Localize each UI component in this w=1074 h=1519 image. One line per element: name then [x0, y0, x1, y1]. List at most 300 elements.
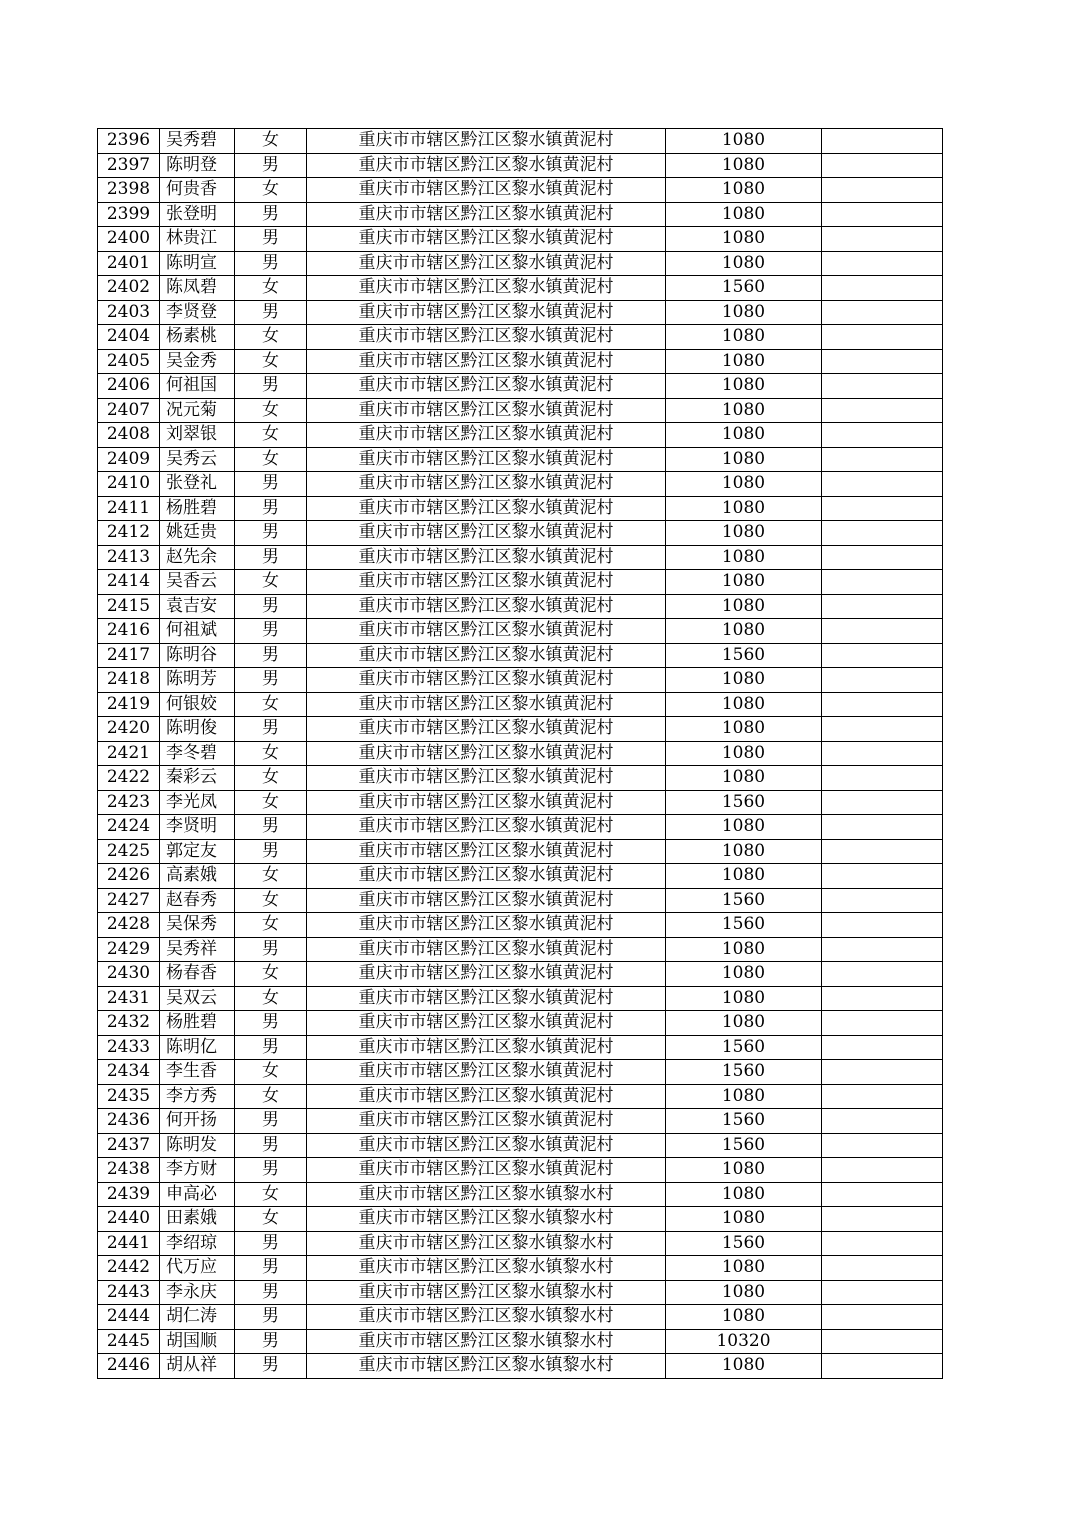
cell-gender: 女 — [235, 1084, 307, 1109]
cell-name: 李生香 — [160, 1060, 235, 1085]
cell-note — [822, 1305, 943, 1330]
cell-amount: 1080 — [666, 1158, 822, 1183]
cell-number: 2433 — [98, 1035, 160, 1060]
cell-address: 重庆市市辖区黔江区黎水镇黄泥村 — [307, 276, 666, 301]
cell-number: 2399 — [98, 202, 160, 227]
cell-name: 杨胜碧 — [160, 1011, 235, 1036]
cell-amount: 1080 — [666, 472, 822, 497]
cell-gender: 男 — [235, 300, 307, 325]
cell-note — [822, 423, 943, 448]
cell-name: 李贤明 — [160, 815, 235, 840]
table-row — [98, 227, 943, 252]
cell-note — [822, 766, 943, 791]
cell-name: 陈明俊 — [160, 717, 235, 742]
table-row — [98, 545, 943, 570]
cell-note — [822, 1329, 943, 1354]
cell-number: 2415 — [98, 594, 160, 619]
cell-number: 2430 — [98, 962, 160, 987]
table-row — [98, 398, 943, 423]
table-row — [98, 913, 943, 938]
cell-number: 2401 — [98, 251, 160, 276]
cell-name: 胡从祥 — [160, 1354, 235, 1379]
cell-amount: 1080 — [666, 349, 822, 374]
cell-name: 陈明亿 — [160, 1035, 235, 1060]
table-row — [98, 153, 943, 178]
cell-note — [822, 668, 943, 693]
cell-number: 2406 — [98, 374, 160, 399]
cell-name: 吴香云 — [160, 570, 235, 595]
cell-address: 重庆市市辖区黔江区黎水镇黄泥村 — [307, 888, 666, 913]
cell-gender: 男 — [235, 668, 307, 693]
cell-gender: 女 — [235, 888, 307, 913]
cell-amount: 1080 — [666, 962, 822, 987]
cell-amount: 1080 — [666, 129, 822, 154]
cell-address: 重庆市市辖区黔江区黎水镇黄泥村 — [307, 423, 666, 448]
cell-amount: 1080 — [666, 251, 822, 276]
cell-name: 胡国顺 — [160, 1329, 235, 1354]
cell-gender: 女 — [235, 423, 307, 448]
cell-number: 2403 — [98, 300, 160, 325]
cell-name: 吴保秀 — [160, 913, 235, 938]
cell-number: 2416 — [98, 619, 160, 644]
cell-note — [822, 864, 943, 889]
cell-amount: 1080 — [666, 521, 822, 546]
table-row — [98, 349, 943, 374]
cell-note — [822, 178, 943, 203]
cell-note — [822, 521, 943, 546]
table-row — [98, 864, 943, 889]
cell-name: 代万应 — [160, 1256, 235, 1281]
cell-address: 重庆市市辖区黔江区黎水镇黄泥村 — [307, 668, 666, 693]
cell-gender: 男 — [235, 1158, 307, 1183]
table-row — [98, 521, 943, 546]
table-row — [98, 815, 943, 840]
cell-gender: 男 — [235, 472, 307, 497]
cell-number: 2409 — [98, 447, 160, 472]
cell-gender: 女 — [235, 741, 307, 766]
cell-number: 2443 — [98, 1280, 160, 1305]
cell-number: 2412 — [98, 521, 160, 546]
cell-amount: 1080 — [666, 668, 822, 693]
cell-name: 陈明发 — [160, 1133, 235, 1158]
cell-address: 重庆市市辖区黔江区黎水镇黄泥村 — [307, 692, 666, 717]
cell-name: 刘翠银 — [160, 423, 235, 448]
cell-name: 田素娥 — [160, 1207, 235, 1232]
cell-gender: 女 — [235, 129, 307, 154]
table-row — [98, 619, 943, 644]
table-row — [98, 986, 943, 1011]
cell-note — [822, 692, 943, 717]
cell-note — [822, 962, 943, 987]
cell-note — [822, 1182, 943, 1207]
cell-gender: 男 — [235, 1354, 307, 1379]
table-row — [98, 1329, 943, 1354]
cell-gender: 男 — [235, 1280, 307, 1305]
cell-number: 2420 — [98, 717, 160, 742]
table-row — [98, 839, 943, 864]
cell-number: 2411 — [98, 496, 160, 521]
cell-note — [822, 570, 943, 595]
cell-note — [822, 300, 943, 325]
cell-name: 吴金秀 — [160, 349, 235, 374]
cell-gender: 男 — [235, 1035, 307, 1060]
cell-note — [822, 472, 943, 497]
cell-number: 2423 — [98, 790, 160, 815]
cell-note — [822, 815, 943, 840]
cell-address: 重庆市市辖区黔江区黎水镇黎水村 — [307, 1231, 666, 1256]
cell-gender: 男 — [235, 521, 307, 546]
table-row — [98, 790, 943, 815]
cell-gender: 男 — [235, 1011, 307, 1036]
cell-note — [822, 1207, 943, 1232]
cell-number: 2427 — [98, 888, 160, 913]
table-row — [98, 1035, 943, 1060]
cell-address: 重庆市市辖区黔江区黎水镇黄泥村 — [307, 839, 666, 864]
cell-amount: 1080 — [666, 594, 822, 619]
cell-note — [822, 1011, 943, 1036]
cell-number: 2440 — [98, 1207, 160, 1232]
cell-note — [822, 1256, 943, 1281]
cell-amount: 1080 — [666, 570, 822, 595]
cell-number: 2417 — [98, 643, 160, 668]
cell-gender: 女 — [235, 1207, 307, 1232]
cell-address: 重庆市市辖区黔江区黎水镇黎水村 — [307, 1280, 666, 1305]
cell-note — [822, 129, 943, 154]
cell-address: 重庆市市辖区黔江区黎水镇黄泥村 — [307, 741, 666, 766]
cell-note — [822, 1133, 943, 1158]
cell-name: 姚廷贵 — [160, 521, 235, 546]
cell-amount: 1080 — [666, 619, 822, 644]
cell-note — [822, 1231, 943, 1256]
cell-gender: 男 — [235, 202, 307, 227]
cell-note — [822, 619, 943, 644]
cell-name: 陈明宣 — [160, 251, 235, 276]
table-row — [98, 1133, 943, 1158]
cell-note — [822, 251, 943, 276]
table-row — [98, 741, 943, 766]
cell-note — [822, 496, 943, 521]
cell-name: 秦彩云 — [160, 766, 235, 791]
cell-number: 2408 — [98, 423, 160, 448]
cell-amount: 1080 — [666, 1011, 822, 1036]
cell-name: 胡仁涛 — [160, 1305, 235, 1330]
table-row — [98, 570, 943, 595]
cell-name: 杨胜碧 — [160, 496, 235, 521]
cell-number: 2405 — [98, 349, 160, 374]
cell-address: 重庆市市辖区黔江区黎水镇黎水村 — [307, 1329, 666, 1354]
cell-name: 袁吉安 — [160, 594, 235, 619]
table-row — [98, 472, 943, 497]
table-row — [98, 962, 943, 987]
table-row — [98, 643, 943, 668]
cell-gender: 男 — [235, 717, 307, 742]
cell-amount: 1080 — [666, 1305, 822, 1330]
cell-address: 重庆市市辖区黔江区黎水镇黄泥村 — [307, 594, 666, 619]
cell-amount: 1080 — [666, 1084, 822, 1109]
cell-gender: 女 — [235, 398, 307, 423]
cell-name: 郭定友 — [160, 839, 235, 864]
cell-address: 重庆市市辖区黔江区黎水镇黄泥村 — [307, 1035, 666, 1060]
cell-amount: 1560 — [666, 643, 822, 668]
cell-amount: 1080 — [666, 398, 822, 423]
cell-name: 杨素桃 — [160, 325, 235, 350]
cell-gender: 女 — [235, 766, 307, 791]
cell-address: 重庆市市辖区黔江区黎水镇黄泥村 — [307, 1133, 666, 1158]
table-row — [98, 1182, 943, 1207]
cell-address: 重庆市市辖区黔江区黎水镇黄泥村 — [307, 643, 666, 668]
table-row — [98, 1109, 943, 1134]
cell-gender: 女 — [235, 325, 307, 350]
table-body — [98, 129, 943, 1379]
cell-address: 重庆市市辖区黔江区黎水镇黎水村 — [307, 1305, 666, 1330]
cell-name: 陈明芳 — [160, 668, 235, 693]
cell-address: 重庆市市辖区黔江区黎水镇黄泥村 — [307, 937, 666, 962]
cell-note — [822, 1084, 943, 1109]
cell-amount: 1080 — [666, 153, 822, 178]
cell-note — [822, 839, 943, 864]
table-row — [98, 1256, 943, 1281]
cell-address: 重庆市市辖区黔江区黎水镇黄泥村 — [307, 153, 666, 178]
cell-name: 陈明谷 — [160, 643, 235, 668]
cell-number: 2410 — [98, 472, 160, 497]
cell-gender: 男 — [235, 1329, 307, 1354]
cell-address: 重庆市市辖区黔江区黎水镇黄泥村 — [307, 472, 666, 497]
cell-note — [822, 1035, 943, 1060]
cell-address: 重庆市市辖区黔江区黎水镇黄泥村 — [307, 178, 666, 203]
cell-gender: 男 — [235, 1231, 307, 1256]
cell-number: 2402 — [98, 276, 160, 301]
table-row — [98, 1305, 943, 1330]
cell-name: 李方秀 — [160, 1084, 235, 1109]
cell-address: 重庆市市辖区黔江区黎水镇黄泥村 — [307, 962, 666, 987]
cell-gender: 女 — [235, 570, 307, 595]
cell-note — [822, 790, 943, 815]
cell-number: 2439 — [98, 1182, 160, 1207]
table-row — [98, 423, 943, 448]
cell-amount: 1560 — [666, 1109, 822, 1134]
cell-note — [822, 1109, 943, 1134]
cell-amount: 1080 — [666, 839, 822, 864]
cell-gender: 男 — [235, 1109, 307, 1134]
cell-address: 重庆市市辖区黔江区黎水镇黄泥村 — [307, 227, 666, 252]
table-row — [98, 496, 943, 521]
cell-number: 2428 — [98, 913, 160, 938]
cell-address: 重庆市市辖区黔江区黎水镇黄泥村 — [307, 1158, 666, 1183]
table-row — [98, 178, 943, 203]
cell-note — [822, 349, 943, 374]
cell-note — [822, 986, 943, 1011]
table-row — [98, 766, 943, 791]
cell-amount: 1080 — [666, 692, 822, 717]
cell-amount: 1080 — [666, 374, 822, 399]
cell-number: 2421 — [98, 741, 160, 766]
cell-note — [822, 374, 943, 399]
cell-amount: 1080 — [666, 1280, 822, 1305]
cell-note — [822, 276, 943, 301]
cell-gender: 男 — [235, 153, 307, 178]
cell-address: 重庆市市辖区黔江区黎水镇黄泥村 — [307, 864, 666, 889]
data-table — [97, 128, 943, 1379]
cell-number: 2442 — [98, 1256, 160, 1281]
cell-address: 重庆市市辖区黔江区黎水镇黎水村 — [307, 1207, 666, 1232]
cell-number: 2398 — [98, 178, 160, 203]
cell-address: 重庆市市辖区黔江区黎水镇黄泥村 — [307, 202, 666, 227]
cell-name: 林贵江 — [160, 227, 235, 252]
cell-gender: 女 — [235, 913, 307, 938]
cell-address: 重庆市市辖区黔江区黎水镇黄泥村 — [307, 521, 666, 546]
cell-amount: 1080 — [666, 1182, 822, 1207]
cell-note — [822, 325, 943, 350]
table-row — [98, 300, 943, 325]
table-row — [98, 129, 943, 154]
cell-note — [822, 594, 943, 619]
table-row — [98, 1060, 943, 1085]
table-row — [98, 276, 943, 301]
cell-number: 2407 — [98, 398, 160, 423]
cell-number: 2424 — [98, 815, 160, 840]
cell-note — [822, 1280, 943, 1305]
cell-name: 何祖国 — [160, 374, 235, 399]
table-row — [98, 1084, 943, 1109]
cell-name: 何贵香 — [160, 178, 235, 203]
cell-gender: 男 — [235, 1256, 307, 1281]
cell-address: 重庆市市辖区黔江区黎水镇黄泥村 — [307, 374, 666, 399]
cell-number: 2437 — [98, 1133, 160, 1158]
cell-address: 重庆市市辖区黔江区黎水镇黄泥村 — [307, 349, 666, 374]
cell-number: 2419 — [98, 692, 160, 717]
cell-name: 陈明登 — [160, 153, 235, 178]
cell-name: 张登明 — [160, 202, 235, 227]
table-row — [98, 1158, 943, 1183]
cell-address: 重庆市市辖区黔江区黎水镇黄泥村 — [307, 496, 666, 521]
cell-amount: 1080 — [666, 741, 822, 766]
cell-number: 2445 — [98, 1329, 160, 1354]
cell-gender: 男 — [235, 227, 307, 252]
cell-gender: 男 — [235, 643, 307, 668]
table-row — [98, 692, 943, 717]
cell-note — [822, 888, 943, 913]
cell-number: 2418 — [98, 668, 160, 693]
table-row — [98, 668, 943, 693]
cell-name: 吴秀云 — [160, 447, 235, 472]
cell-amount: 1080 — [666, 202, 822, 227]
cell-number: 2429 — [98, 937, 160, 962]
cell-address: 重庆市市辖区黔江区黎水镇黄泥村 — [307, 717, 666, 742]
cell-amount: 1080 — [666, 1256, 822, 1281]
cell-number: 2397 — [98, 153, 160, 178]
table-row — [98, 1207, 943, 1232]
cell-note — [822, 1158, 943, 1183]
cell-name: 吴秀祥 — [160, 937, 235, 962]
cell-address: 重庆市市辖区黔江区黎水镇黎水村 — [307, 1354, 666, 1379]
cell-name: 何开扬 — [160, 1109, 235, 1134]
cell-address: 重庆市市辖区黔江区黎水镇黄泥村 — [307, 1011, 666, 1036]
table-row — [98, 202, 943, 227]
cell-address: 重庆市市辖区黔江区黎水镇黄泥村 — [307, 129, 666, 154]
table-row — [98, 1354, 943, 1379]
cell-note — [822, 643, 943, 668]
cell-name: 李方财 — [160, 1158, 235, 1183]
cell-name: 况元菊 — [160, 398, 235, 423]
cell-note — [822, 202, 943, 227]
cell-name: 李贤登 — [160, 300, 235, 325]
cell-note — [822, 398, 943, 423]
cell-amount: 1080 — [666, 937, 822, 962]
cell-gender: 女 — [235, 447, 307, 472]
table-row — [98, 1231, 943, 1256]
cell-note — [822, 1354, 943, 1379]
cell-amount: 1560 — [666, 913, 822, 938]
cell-amount: 1560 — [666, 790, 822, 815]
cell-gender: 女 — [235, 276, 307, 301]
table-row — [98, 447, 943, 472]
cell-note — [822, 913, 943, 938]
cell-amount: 1080 — [666, 986, 822, 1011]
cell-note — [822, 937, 943, 962]
cell-note — [822, 741, 943, 766]
cell-number: 2396 — [98, 129, 160, 154]
cell-address: 重庆市市辖区黔江区黎水镇黄泥村 — [307, 790, 666, 815]
table-row — [98, 1011, 943, 1036]
cell-amount: 1560 — [666, 888, 822, 913]
cell-address: 重庆市市辖区黔江区黎水镇黄泥村 — [307, 1060, 666, 1085]
cell-name: 李冬碧 — [160, 741, 235, 766]
cell-amount: 1080 — [666, 423, 822, 448]
cell-amount: 1080 — [666, 447, 822, 472]
cell-amount: 1080 — [666, 227, 822, 252]
cell-number: 2441 — [98, 1231, 160, 1256]
table-row — [98, 717, 943, 742]
cell-amount: 1080 — [666, 178, 822, 203]
cell-amount: 1560 — [666, 1060, 822, 1085]
cell-gender: 男 — [235, 1133, 307, 1158]
cell-gender: 男 — [235, 937, 307, 962]
cell-address: 重庆市市辖区黔江区黎水镇黄泥村 — [307, 986, 666, 1011]
cell-gender: 女 — [235, 864, 307, 889]
cell-note — [822, 447, 943, 472]
cell-number: 2404 — [98, 325, 160, 350]
cell-amount: 1080 — [666, 1207, 822, 1232]
cell-name: 吴秀碧 — [160, 129, 235, 154]
cell-note — [822, 717, 943, 742]
cell-number: 2414 — [98, 570, 160, 595]
cell-gender: 女 — [235, 986, 307, 1011]
cell-note — [822, 1060, 943, 1085]
cell-name: 吴双云 — [160, 986, 235, 1011]
cell-address: 重庆市市辖区黔江区黎水镇黄泥村 — [307, 447, 666, 472]
cell-address: 重庆市市辖区黔江区黎水镇黄泥村 — [307, 398, 666, 423]
cell-address: 重庆市市辖区黔江区黎水镇黄泥村 — [307, 913, 666, 938]
cell-amount: 1080 — [666, 300, 822, 325]
cell-number: 2426 — [98, 864, 160, 889]
cell-gender: 男 — [235, 815, 307, 840]
cell-gender: 女 — [235, 692, 307, 717]
cell-number: 2400 — [98, 227, 160, 252]
cell-gender: 男 — [235, 594, 307, 619]
cell-number: 2438 — [98, 1158, 160, 1183]
cell-gender: 男 — [235, 545, 307, 570]
cell-amount: 1560 — [666, 1035, 822, 1060]
cell-gender: 男 — [235, 1305, 307, 1330]
cell-number: 2436 — [98, 1109, 160, 1134]
table-row — [98, 888, 943, 913]
cell-address: 重庆市市辖区黔江区黎水镇黄泥村 — [307, 1084, 666, 1109]
cell-address: 重庆市市辖区黔江区黎水镇黄泥村 — [307, 1109, 666, 1134]
cell-number: 2434 — [98, 1060, 160, 1085]
cell-number: 2446 — [98, 1354, 160, 1379]
cell-gender: 女 — [235, 349, 307, 374]
cell-name: 李永庆 — [160, 1280, 235, 1305]
